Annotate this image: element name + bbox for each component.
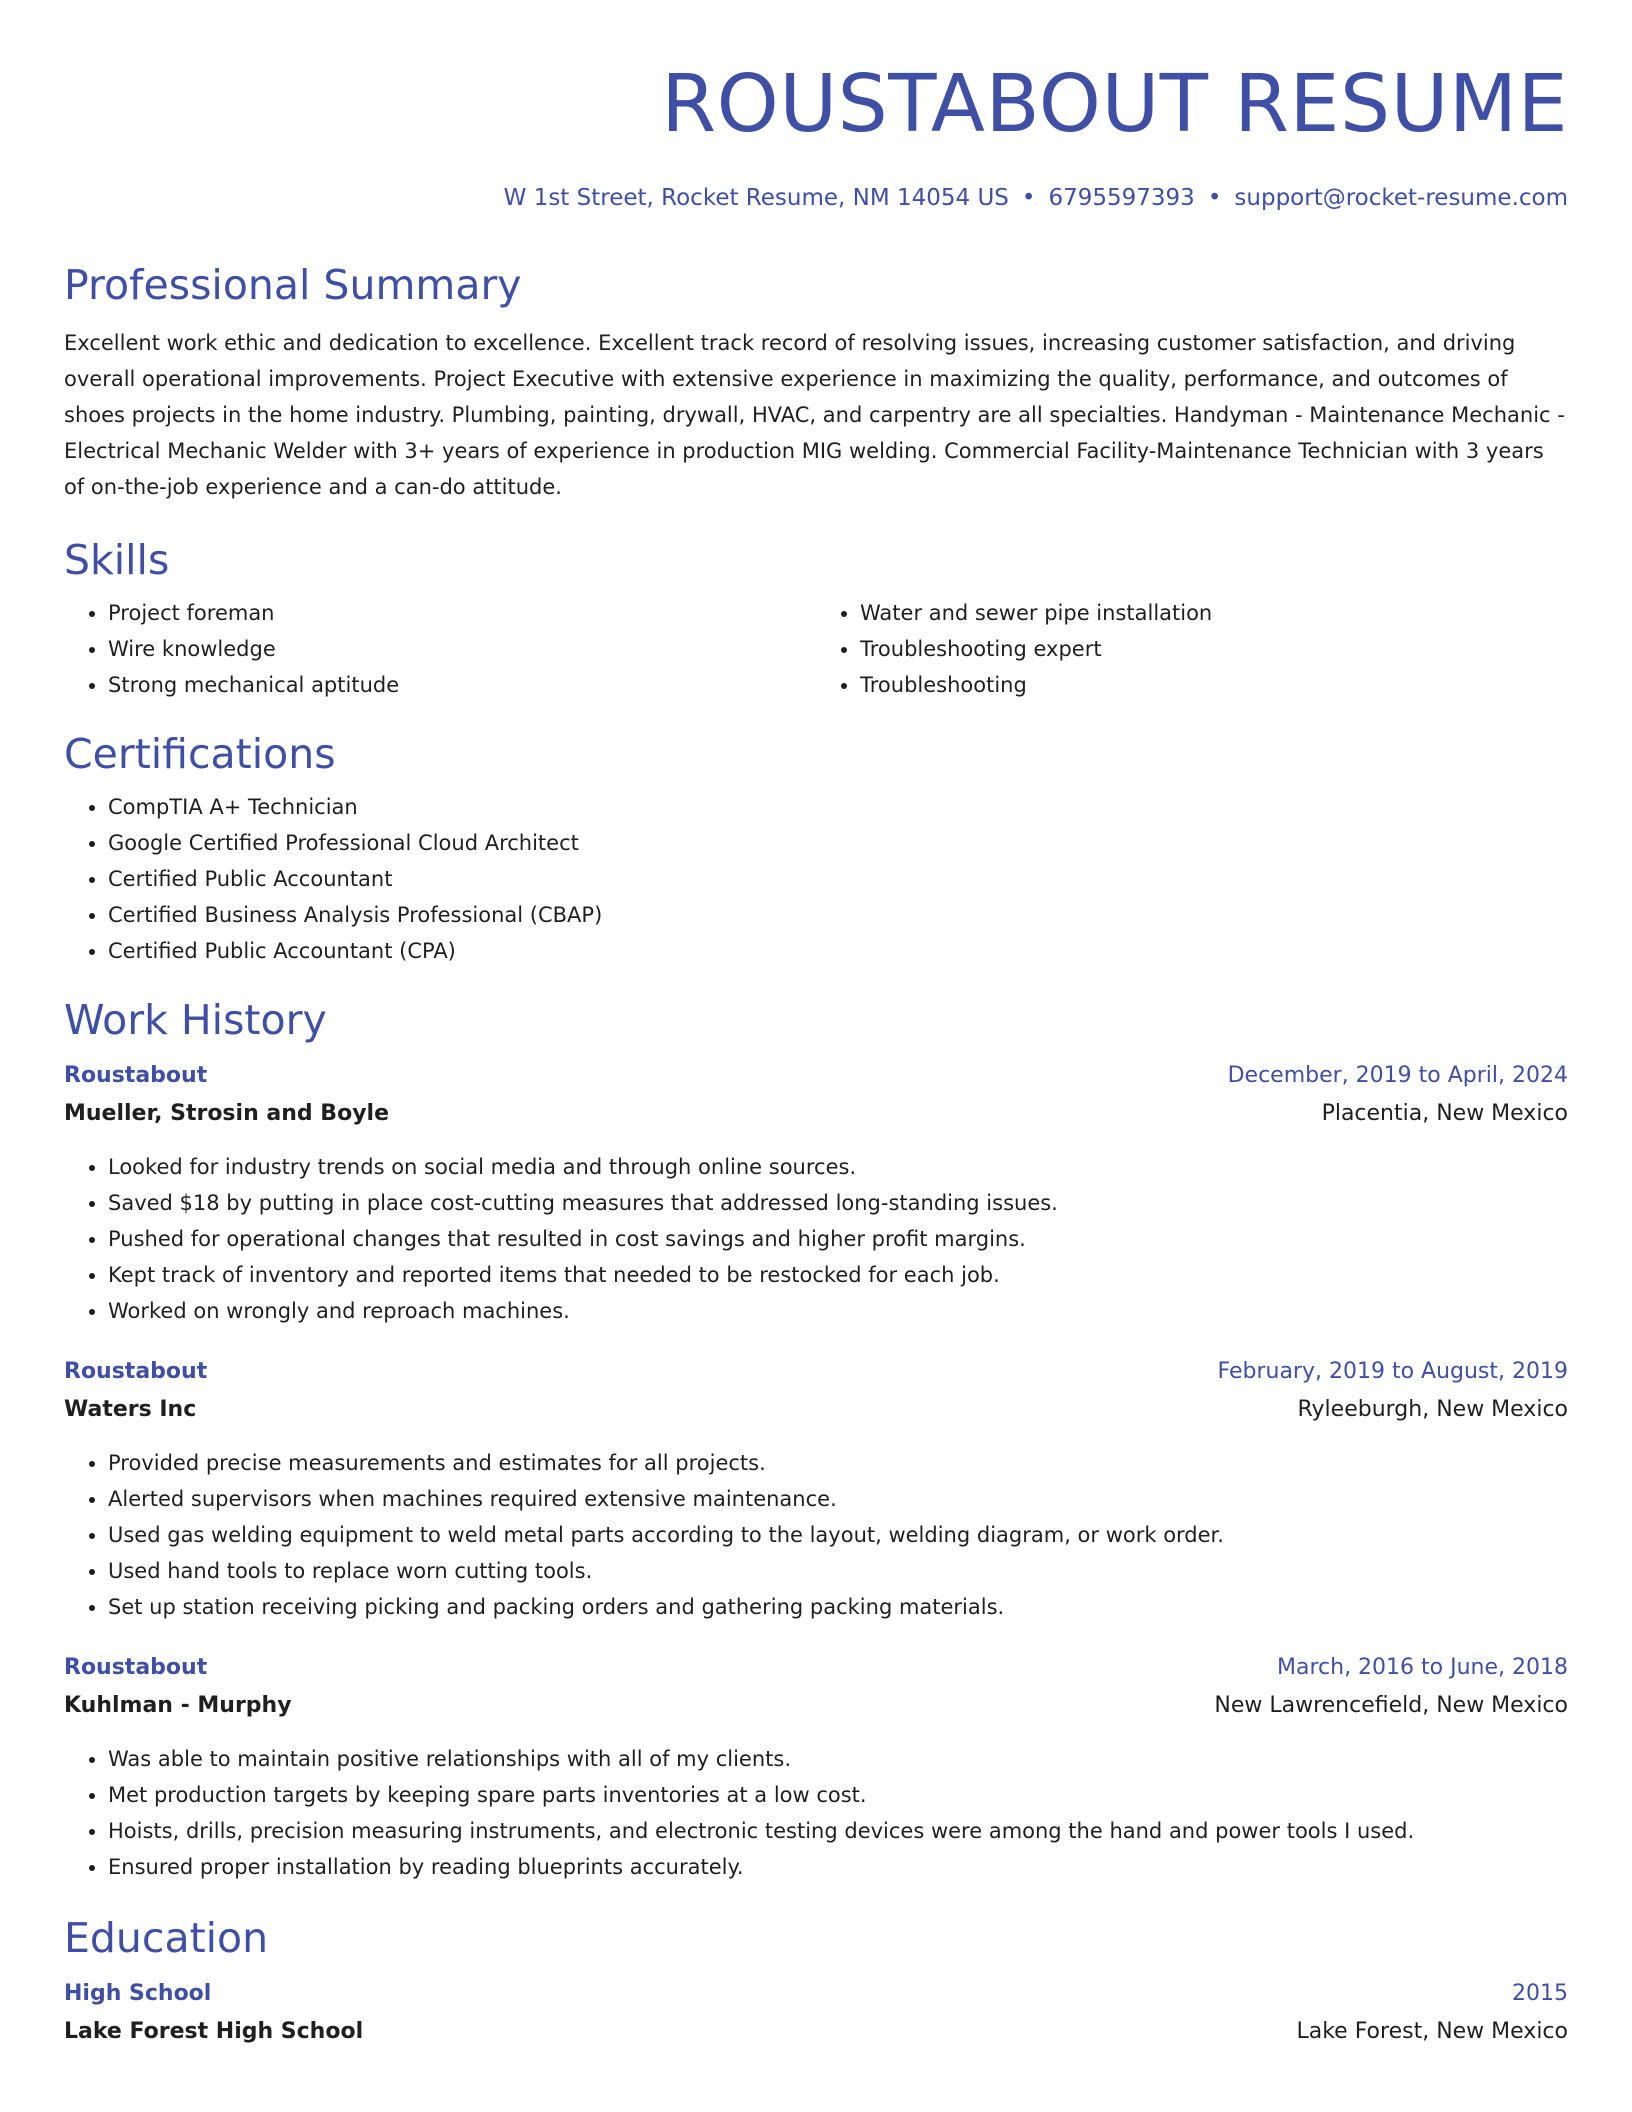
skill-item: • Troubleshooting: [860, 667, 1568, 703]
skills-left-column: [64, 595, 816, 703]
contact-address: W 1st Street, Rocket Resume, NM 14054 US: [503, 185, 1009, 211]
education-school-row: [64, 2013, 1568, 2051]
job-duty-item: • Used hand tools to replace worn cutting tools.: [108, 1553, 1568, 1589]
job-title: Roustabout: [64, 1359, 208, 1384]
summary-text: Excellent work ethic and dedication to excellence. Excellent track record of resolving issues, increasing customer satisfaction, and driving overall operational improvements. Project Executive with extensive experience in maximizing the quality, performance, and outcomes of shoes projects in the home industry. Plumbing, painting, drywall, HVAC, and carpentry are all specialties. Handyman - Maintenance Mechanic - Electrical Mechanic Welder with 3+ years of experience in production MIG welding. Commercial Facility-Maintenance Technician with 3 years of on-the-job experience and a can-do attitude.: [64, 331, 1565, 499]
skills-heading: Skills: [64, 536, 170, 584]
job-title: Roustabout: [64, 1063, 208, 1088]
job-company: Mueller, Strosin and Boyle: [64, 1101, 389, 1126]
job-duties-list: [64, 1445, 1568, 1625]
skills-list: [64, 595, 1568, 703]
job-company-row: [64, 1687, 1568, 1725]
job-duty-item: • Pushed for operational changes that resulted in cost savings and higher profit margins.: [108, 1221, 1568, 1257]
education-degree: High School: [64, 1981, 212, 2006]
job-duty-item: • Alerted supervisors when machines required extensive maintenance.: [108, 1481, 1568, 1517]
contact-email: support@rocket-resume.com: [1234, 185, 1568, 211]
skills-right-column: [816, 595, 1568, 703]
contact-separator: •: [1207, 185, 1222, 211]
job-entry: [64, 1057, 1568, 1329]
certification-item: • CompTIA A+ Technician: [108, 789, 1568, 825]
certification-item: • Certified Business Analysis Professional (CBAP): [108, 897, 1568, 933]
certification-item: • Certified Public Accountant: [108, 861, 1568, 897]
certification-item: • Certified Public Accountant (CPA): [108, 933, 1568, 969]
resume-page: [64, 0, 1568, 2051]
job-dates: December, 2019 to April, 2024: [1227, 1063, 1568, 1088]
skill-item: • Troubleshooting expert: [860, 631, 1568, 667]
job-duties-list: [64, 1741, 1568, 1885]
summary-heading: Professional Summary: [64, 261, 522, 309]
job-location: New Lawrencefield, New Mexico: [1214, 1693, 1568, 1718]
contact-separator: •: [1021, 185, 1036, 211]
job-duty-item: • Was able to maintain positive relationships with all of my clients.: [108, 1741, 1568, 1777]
education-location: Lake Forest, New Mexico: [1296, 2019, 1568, 2044]
job-location: Placentia, New Mexico: [1321, 1101, 1568, 1126]
skill-item: • Project foreman: [108, 595, 816, 631]
job-duty-item: • Set up station receiving picking and packing orders and gathering packing materials.: [108, 1589, 1568, 1625]
job-duties-list: [64, 1149, 1568, 1329]
contact-phone: 6795597393: [1048, 185, 1195, 211]
job-duty-item: • Hoists, drills, precision measuring instruments, and electronic testing devices were among the hand and power tools I used.: [108, 1813, 1568, 1849]
resume-name: ROUSTABOUT RESUME: [661, 58, 1568, 150]
education-header-row: [64, 1975, 1568, 2013]
certifications-heading: Certifications: [64, 730, 336, 778]
job-header-row: [64, 1649, 1568, 1687]
education-heading: Education: [64, 1914, 269, 1962]
job-duty-item: • Kept track of inventory and reported items that needed to be restocked for each job.: [108, 1257, 1568, 1293]
skill-item: • Water and sewer pipe installation: [860, 595, 1568, 631]
certifications-list: [64, 789, 1568, 969]
education-school: Lake Forest High School: [64, 2019, 364, 2044]
job-dates: February, 2019 to August, 2019: [1217, 1359, 1568, 1384]
job-duty-item: • Met production targets by keeping spare parts inventories at a low cost.: [108, 1777, 1568, 1813]
job-duty-item: • Used gas welding equipment to weld metal parts according to the layout, welding diagram, or work order.: [108, 1517, 1568, 1553]
job-duty-item: • Looked for industry trends on social media and through online sources.: [108, 1149, 1568, 1185]
skill-item: • Strong mechanical aptitude: [108, 667, 816, 703]
job-company-row: [64, 1391, 1568, 1429]
job-company: Kuhlman - Murphy: [64, 1693, 292, 1718]
skill-item: • Wire knowledge: [108, 631, 816, 667]
education-year: 2015: [1512, 1981, 1568, 2006]
job-duty-item: • Worked on wrongly and reproach machines.: [108, 1293, 1568, 1329]
job-header-row: [64, 1057, 1568, 1095]
job-duty-item: • Ensured proper installation by reading blueprints accurately.: [108, 1849, 1568, 1885]
job-header-row: [64, 1353, 1568, 1391]
job-entry: [64, 1353, 1568, 1625]
work-history-heading: Work History: [64, 996, 327, 1044]
contact-line: [64, 182, 1568, 214]
job-entry: [64, 1649, 1568, 1885]
job-company: Waters Inc: [64, 1397, 197, 1422]
job-duty-item: • Provided precise measurements and estimates for all projects.: [108, 1445, 1568, 1481]
job-company-row: [64, 1095, 1568, 1133]
education-entry: [64, 1975, 1568, 2051]
job-title: Roustabout: [64, 1655, 208, 1680]
job-location: Ryleeburgh, New Mexico: [1297, 1397, 1568, 1422]
job-duty-item: • Saved $18 by putting in place cost-cutting measures that addressed long-standing issues.: [108, 1185, 1568, 1221]
job-dates: March, 2016 to June, 2018: [1277, 1655, 1568, 1680]
certification-item: • Google Certified Professional Cloud Architect: [108, 825, 1568, 861]
